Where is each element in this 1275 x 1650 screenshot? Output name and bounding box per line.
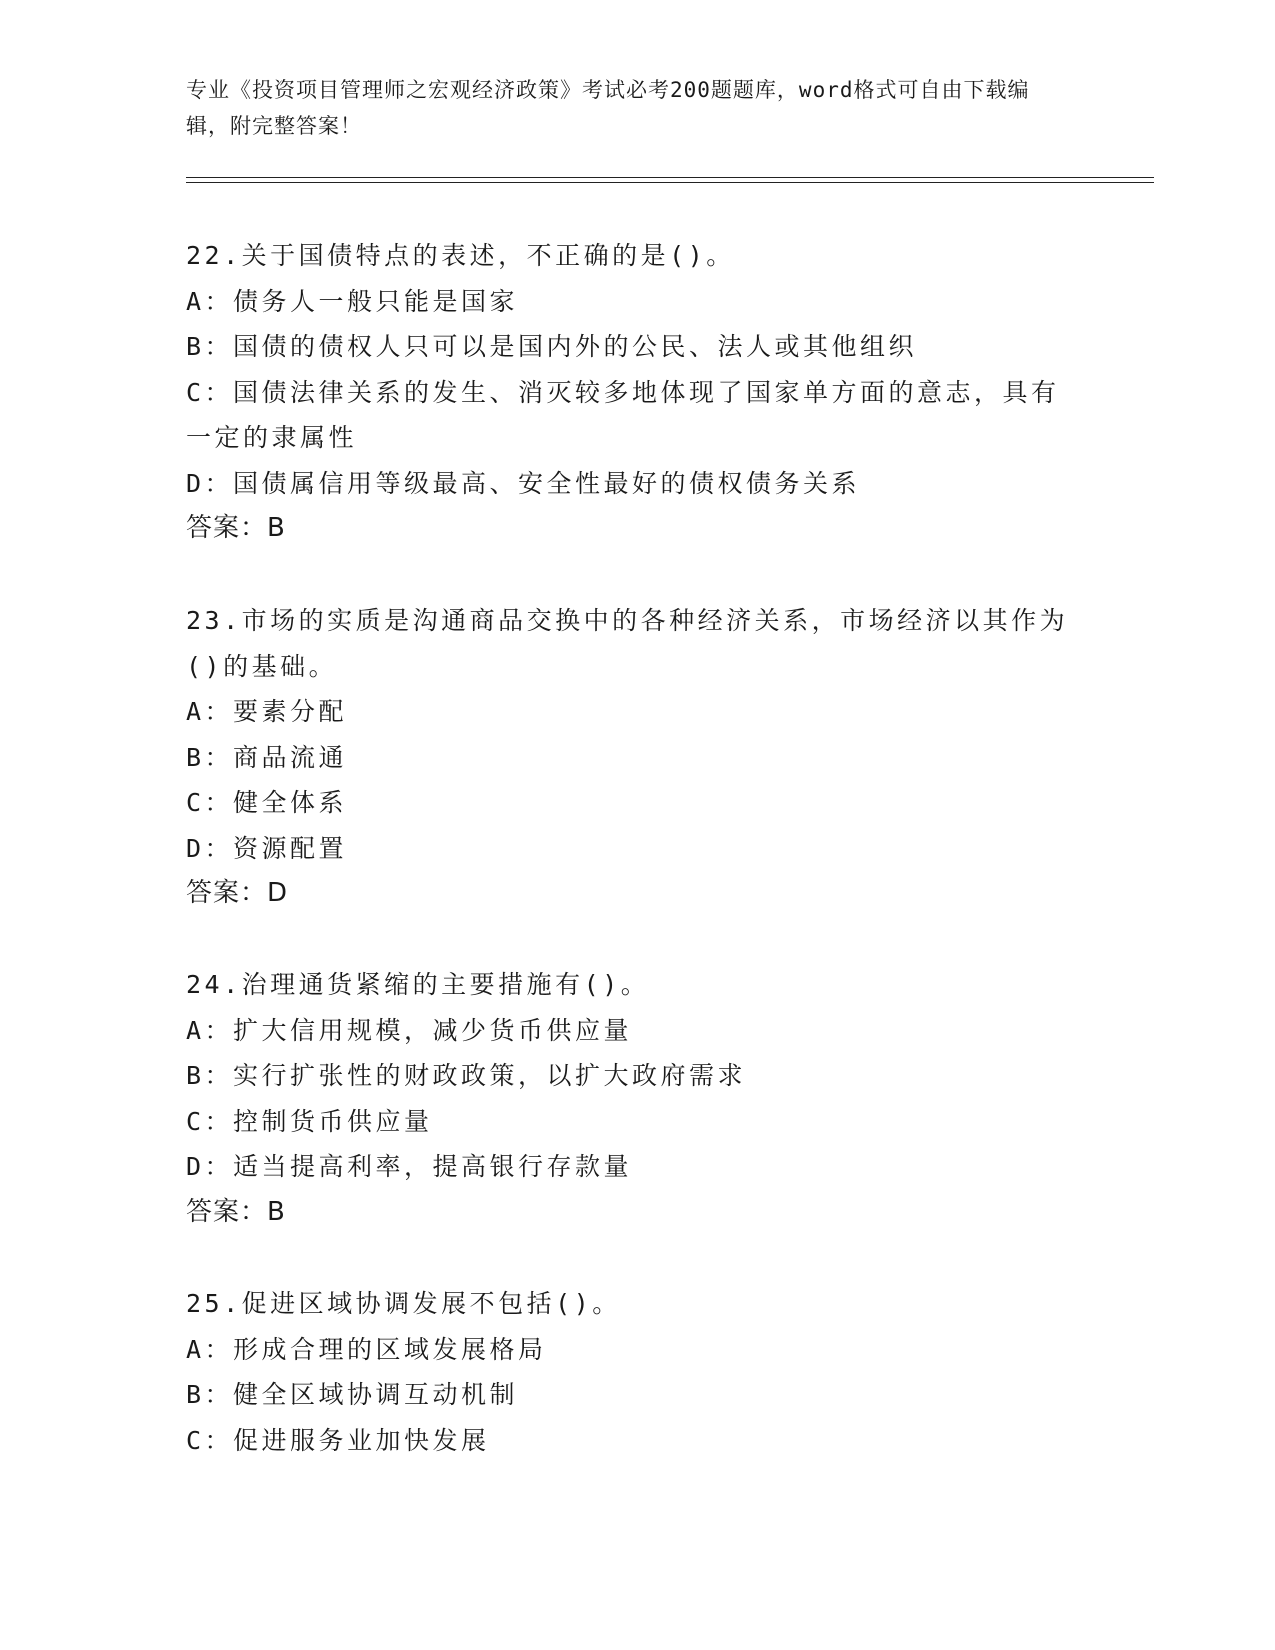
option-b: B：健全区域协调互动机制 [186,1380,519,1409]
option-d: D：国债属信用等级最高、安全性最好的债权债务关系 [186,468,861,498]
document-header: 专业《投资项目管理师之宏观经济政策》考试必考200题题库，word格式可自由下载编辑，附完整答案！ [186,78,1030,138]
answer: 答案：B [186,1196,286,1227]
option-a: A：债务人一般只能是国家 [186,286,519,316]
question-25 [186,1281,1086,1463]
option-b: B：实行扩张性的财政政策，以扩大政府需求 [186,1061,747,1090]
option-c: C：促进服务业加快发展 [186,1425,490,1455]
question-stem: 24.治理通货紧缩的主要措施有()。 [186,970,650,999]
option-b: B：国债的债权人只可以是国内外的公民、法人或其他组织 [186,332,918,361]
header-rule-bottom [186,182,1154,183]
option-a: A：扩大信用规模，减少货币供应量 [186,1015,633,1045]
question-24 [186,962,1086,1235]
question-stem: 23.市场的实质是沟通商品交换中的各种经济关系，市场经济以其作为 [186,606,1069,635]
answer: 答案：D [186,878,289,908]
question-stem: 22.关于国债特点的表述，不正确的是()。 [186,241,735,270]
question-22 [186,233,1086,552]
answer: 答案：B [186,513,286,543]
header-rule-top [186,177,1154,178]
option-a: A：要素分配 [186,697,348,726]
question-stem: 25.促进区域协调发展不包括()。 [186,1289,621,1318]
question-stem-continued: ()的基础。 [186,651,338,681]
option-b: B：商品流通 [186,742,348,772]
option-d: D：资源配置 [186,833,348,863]
option-c: C：健全体系 [186,788,348,817]
option-c-continued: 一定的隶属性 [186,423,358,452]
option-c: C：控制货币供应量 [186,1106,433,1136]
question-23 [186,598,1086,917]
option-d: D：适当提高利率，提高银行存款量 [186,1152,633,1181]
option-a: A：形成合理的区域发展格局 [186,1334,547,1364]
option-c: C：国债法律关系的发生、消灭较多地体现了国家单方面的意志，具有 [186,377,1060,407]
